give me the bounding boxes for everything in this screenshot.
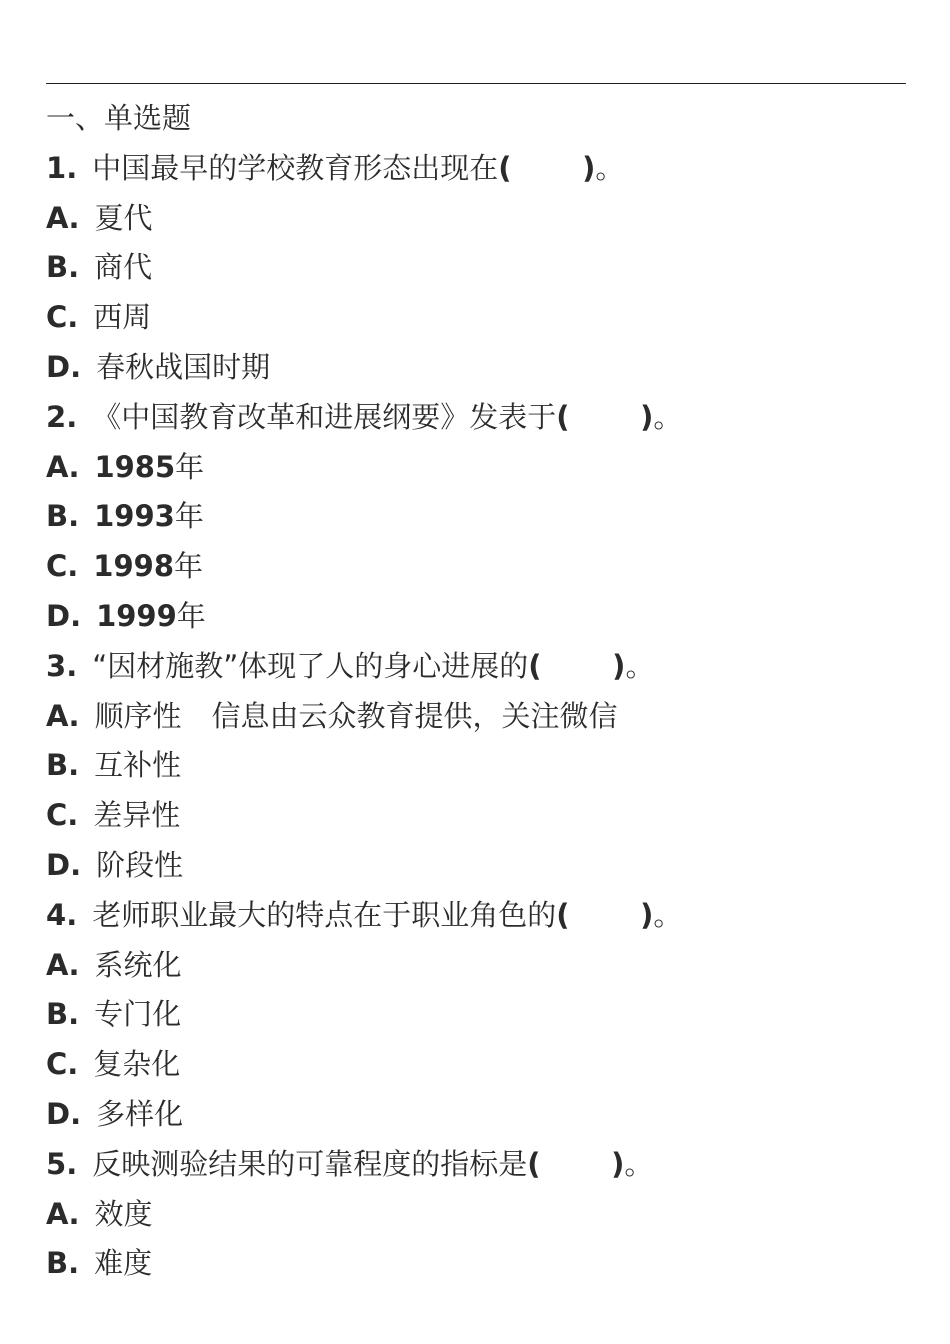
option-letter: B — [46, 1246, 69, 1281]
option-text: 多样化 — [96, 1096, 184, 1131]
option-text: 顺序性 — [94, 698, 182, 733]
option-text: 难度 — [94, 1246, 153, 1281]
separator-dot: . — [70, 847, 82, 882]
question-text: 中国最早的学校教育形态出现在 — [92, 150, 499, 185]
option-text: 系统化 — [94, 947, 182, 982]
question-3-stem — [46, 642, 926, 692]
answer-blank: ( ) — [527, 1146, 625, 1181]
question-number: 2 — [46, 399, 67, 434]
option-unit: 年 — [176, 598, 206, 633]
separator-dot: . — [70, 598, 82, 633]
separator-dot: . — [67, 1047, 79, 1082]
option-text: 春秋战国时期 — [96, 349, 271, 384]
question-3-option-b — [46, 741, 926, 791]
question-text: 《中国教育改革和进展纲要》发表于 — [92, 399, 557, 434]
option-text: 复杂化 — [93, 1047, 181, 1082]
separator-dot: . — [70, 1096, 82, 1131]
option-letter: D — [46, 349, 71, 384]
question-end-mark: 。 — [595, 150, 625, 185]
question-1-option-d — [46, 343, 926, 393]
separator-dot: . — [68, 1196, 80, 1231]
option-letter: B — [46, 748, 69, 783]
separator-dot: . — [68, 200, 80, 235]
question-number: 3 — [46, 648, 67, 683]
question-5-option-a — [46, 1190, 926, 1240]
question-4-stem — [46, 891, 926, 941]
question-2-option-a — [46, 443, 926, 493]
separator-dot: . — [68, 499, 80, 534]
separator-dot: . — [66, 897, 78, 932]
question-1-option-b — [46, 243, 926, 293]
option-year: 1985 — [94, 449, 176, 484]
option-letter: C — [46, 1047, 68, 1082]
question-text: “因材施教”体现了人的身心进展的 — [92, 648, 529, 683]
option-year: 1999 — [96, 598, 177, 633]
question-4-option-d — [46, 1090, 926, 1140]
option-year: 1993 — [94, 499, 175, 534]
separator-dot: . — [70, 349, 82, 384]
option-letter: D — [46, 598, 71, 633]
option-text: 互补性 — [94, 748, 182, 783]
question-end-mark: 。 — [653, 399, 683, 434]
option-letter: D — [46, 847, 71, 882]
separator-dot: . — [67, 798, 79, 833]
question-3-option-a — [46, 692, 926, 742]
question-end-mark: 。 — [624, 1146, 654, 1181]
option-text: 效度 — [94, 1196, 153, 1231]
separator-dot: . — [68, 698, 80, 733]
separator-dot: . — [66, 150, 78, 185]
question-1-option-a — [46, 194, 926, 244]
option-letter: B — [46, 997, 69, 1032]
option-text: 阶段性 — [96, 847, 184, 882]
answer-blank: ( ) — [556, 897, 654, 932]
separator-dot: . — [68, 748, 80, 783]
separator-dot: . — [68, 449, 80, 484]
question-3-option-d — [46, 841, 926, 891]
answer-blank: ( ) — [498, 150, 596, 185]
question-5-stem — [46, 1140, 926, 1190]
question-3-option-c — [46, 791, 926, 841]
question-number: 4 — [46, 897, 67, 932]
question-1-stem — [46, 144, 926, 194]
option-text: 商代 — [94, 250, 153, 285]
answer-blank: ( ) — [556, 399, 654, 434]
option-text: 专门化 — [94, 997, 182, 1032]
separator-dot: . — [66, 1146, 78, 1181]
option-letter: B — [46, 250, 69, 285]
separator-dot: . — [66, 648, 78, 683]
question-1-option-c — [46, 293, 926, 343]
option-letter: C — [46, 549, 68, 584]
separator-dot: . — [66, 399, 78, 434]
question-text: 反映测验结果的可靠程度的指标是 — [92, 1146, 528, 1181]
option-text: 差异性 — [93, 798, 181, 833]
option-letter: A — [46, 1196, 69, 1231]
option-letter: A — [46, 947, 69, 982]
question-2-option-c — [46, 542, 926, 592]
option-unit: 年 — [175, 449, 205, 484]
question-2-option-b — [46, 492, 926, 542]
separator-dot: . — [67, 549, 79, 584]
question-list — [46, 94, 926, 1289]
separator-dot: . — [68, 997, 80, 1032]
question-number: 1 — [46, 150, 67, 185]
question-4-option-c — [46, 1040, 926, 1090]
option-letter: D — [46, 1096, 71, 1131]
option-unit: 年 — [174, 499, 204, 534]
option-letter: A — [46, 698, 69, 733]
question-4-option-b — [46, 990, 926, 1040]
question-end-mark: 。 — [625, 648, 655, 683]
option-letter: B — [46, 499, 69, 534]
separator-dot: . — [68, 250, 80, 285]
question-5-option-b — [46, 1239, 926, 1289]
option-year: 1998 — [93, 549, 175, 584]
separator-dot: . — [68, 947, 80, 982]
question-number: 5 — [46, 1146, 67, 1181]
header-rule — [46, 83, 906, 84]
option-unit: 年 — [174, 549, 204, 584]
option-letter: A — [46, 200, 69, 235]
separator-dot: . — [68, 1246, 80, 1281]
option-text: 西周 — [93, 300, 152, 335]
option-letter: C — [46, 798, 68, 833]
section-title: 一、单选题 — [46, 101, 192, 135]
option-letter: C — [46, 300, 68, 335]
question-4-option-a — [46, 941, 926, 991]
question-2-stem — [46, 393, 926, 443]
option-letter: A — [46, 449, 69, 484]
source-note: 信息由云众教育提供，关注微信 — [211, 698, 618, 733]
question-text: 老师职业最大的特点在于职业角色的 — [92, 897, 557, 932]
separator-dot: . — [67, 300, 79, 335]
question-end-mark: 。 — [653, 897, 683, 932]
option-text: 夏代 — [94, 200, 153, 235]
answer-blank: ( ) — [528, 648, 626, 683]
question-2-option-d — [46, 592, 926, 642]
